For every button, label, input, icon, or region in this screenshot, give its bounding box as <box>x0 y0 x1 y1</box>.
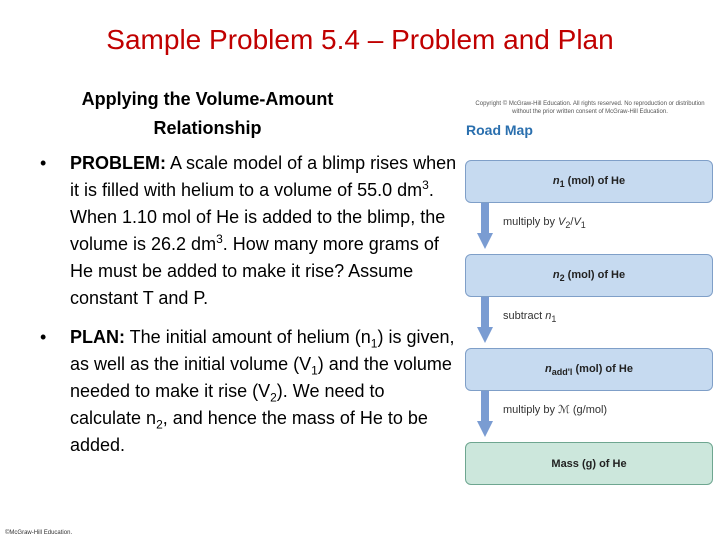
slide-title: Sample Problem 5.4 – Problem and Plan <box>106 24 614 55</box>
text: , and hence the mass of He to be added. <box>70 408 428 455</box>
text: (g/mol) <box>569 404 608 416</box>
bullet-icon: • <box>40 327 47 347</box>
down-arrow-icon <box>477 297 493 347</box>
text: / <box>570 216 574 228</box>
slide-subtitle <box>60 85 355 143</box>
step-multiply-molar-mass <box>503 403 607 416</box>
text: . How many more grams of He must be added to make it rise? Assume constant T and P. <box>70 234 439 308</box>
box-label <box>553 173 625 189</box>
var: n <box>552 269 560 282</box>
text: (mol) of He <box>564 269 626 282</box>
var: V <box>573 216 581 228</box>
step-multiply-volume <box>503 216 586 230</box>
sup: 3 <box>216 232 223 246</box>
sub: 1 <box>580 220 586 231</box>
text: multiply by <box>503 404 559 416</box>
text: A scale model of a blimp rises when it is filled with helium to a volume of 55.0 dm <box>70 153 457 200</box>
var: V <box>558 216 566 228</box>
sub: 1 <box>559 179 565 190</box>
sub: 2 <box>270 390 277 405</box>
roadmap-box-mass: Mass (g) of He <box>465 442 713 485</box>
sub: 1 <box>311 363 318 378</box>
roadmap-box-n1 <box>465 160 713 203</box>
roadmap-box-nadd <box>465 348 713 391</box>
text: subtract <box>503 310 546 322</box>
text: . When 1.10 mol of He is added to the blimp, the volume is 26.2 dm <box>70 180 446 254</box>
text: ). We need to calculate n <box>70 381 385 428</box>
subtitle-line: Applying the Volume-Amount <box>81 89 334 109</box>
plan-bullet <box>40 324 460 459</box>
var: n <box>545 363 552 376</box>
var: n <box>545 310 552 322</box>
problem-bullet <box>40 150 460 312</box>
sup: 3 <box>422 178 429 192</box>
text: ) is given, as well as the initial volume (V <box>70 327 455 374</box>
var: n <box>552 175 560 188</box>
step-subtract <box>503 310 556 324</box>
text: (mol) of He <box>572 363 633 376</box>
subtitle-line: Relationship <box>153 118 262 138</box>
sub: 2 <box>559 273 565 284</box>
text: (mol) of He <box>564 175 626 188</box>
copyright-notice: Copyright © McGraw-Hill Education. All rights reserved. No reproduction or distribution without the prior written consent of McGraw-Hill Education. <box>475 101 705 115</box>
box-label <box>545 361 633 377</box>
var: ℳ <box>558 404 570 416</box>
bullet-icon: • <box>40 153 47 173</box>
down-arrow-icon <box>477 203 493 253</box>
sub: add'l <box>551 367 573 378</box>
footer-copyright: ©McGraw-Hill Education. <box>5 530 73 536</box>
text: multiply by <box>503 216 559 228</box>
plan-label: PLAN: <box>70 327 125 347</box>
box-label <box>553 267 625 283</box>
problem-label: PROBLEM: <box>70 153 166 173</box>
text: The initial amount of helium (n <box>125 327 371 347</box>
roadmap-title: Road Map <box>466 122 533 138</box>
sub: 1 <box>551 314 557 325</box>
sub: 2 <box>565 220 571 231</box>
roadmap-header <box>466 100 714 139</box>
text: ) and the volume needed to make it rise (V <box>70 354 452 401</box>
bullet-list <box>40 150 460 459</box>
down-arrow-icon <box>477 391 493 441</box>
sub: 1 <box>370 336 378 351</box>
roadmap-box-n2 <box>465 254 713 297</box>
sub: 2 <box>156 417 163 432</box>
